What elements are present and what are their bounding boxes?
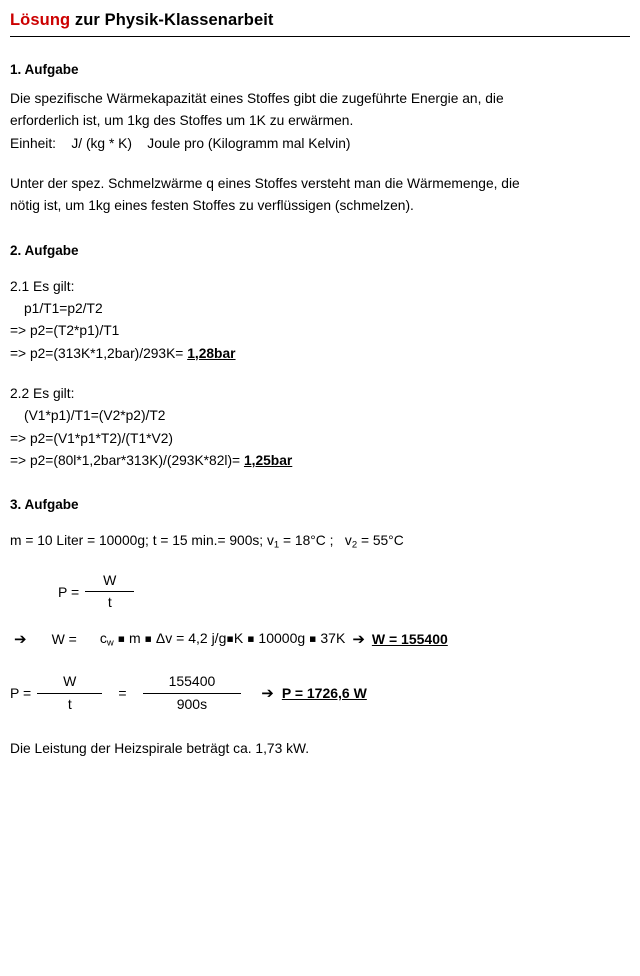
task1-unit-value: J/ (kg * K) <box>71 135 132 151</box>
arrow-right-icon-2: ➔ <box>352 629 365 648</box>
task2-1-line3 <box>10 343 630 365</box>
task2-2-result: 1,25bar <box>243 453 293 469</box>
task1-paragraph1-line2: erforderlich ist, um 1kg des Stoffes um 1K zu erwärmen. <box>10 113 354 129</box>
task3-final-equals: = <box>118 685 127 702</box>
task2-1-result: 1,28bar <box>187 345 236 361</box>
task3-given-mass: m = 10 Liter = 10000g; <box>10 533 149 549</box>
task3-final-den-1: t <box>67 695 72 712</box>
arrow-right-icon-3: ➔ <box>261 684 274 703</box>
task3-power-denominator: t <box>107 594 112 610</box>
task1-unit-label: Einheit: <box>10 135 57 151</box>
task3-power-formula-lhs: P = <box>58 583 80 600</box>
page-title-rest: zur Physik-Klassenarbeit <box>70 11 274 29</box>
multiply-dot-icon-3: ▪ <box>226 631 234 645</box>
task3-work-lhs: W = <box>51 630 77 647</box>
multiply-dot-icon-5: ▪ <box>309 631 317 645</box>
multiply-dot-icon-1: ▪ <box>117 631 126 645</box>
task3-final-num-1: W <box>37 673 102 694</box>
task3-power-fraction <box>85 572 134 612</box>
task2-1-intro: 2.1 Es gilt: <box>10 278 75 294</box>
task1-paragraph2-line1: Unter der spez. Schmelzwärme q eines Stoffes versteht man die Wärmemenge, die <box>10 176 520 192</box>
task3-power-formula <box>10 572 630 612</box>
task3-work-result: W = 155400 <box>371 630 448 647</box>
page-title <box>10 0 630 30</box>
task2-1-line3-prefix: => p2=(313K*1,2bar)/293K= <box>10 345 188 361</box>
task3-work-rhs: $c_w$ ▪ m ▪ Δv = 4,2 j/g▪K ▪ 10000g ▪ 37K <box>99 629 346 649</box>
task3-heading: 3. Aufgabe <box>10 497 79 513</box>
task1-paragraph2-line2: nötig ist, um 1kg eines festen Stoffes zu verflüssigen (schmelzen). <box>10 198 414 214</box>
task3-final-result: P = 1726,6 W <box>281 685 367 702</box>
task3-final-fraction-1 <box>37 673 102 713</box>
multiply-dot-icon-4: ▪ <box>247 631 255 645</box>
task1-paragraph1-line1: Die spezifische Wärmekapazität eines Stoffes gibt die zugeführte Energie an, die <box>10 91 504 106</box>
task3-work-line <box>10 630 630 649</box>
task3-final-den-2: 900s <box>176 695 208 712</box>
task2-1-line2: => p2=(T2*p1)/T1 <box>10 323 120 339</box>
multiply-dot-icon-2: ▪ <box>144 631 153 645</box>
task3-final-fraction-2 <box>143 673 242 713</box>
task1-heading: 1. Aufgabe <box>10 62 79 77</box>
page-title-accent: Lösung <box>10 11 71 29</box>
task3-power-numerator: W <box>85 572 134 593</box>
task3-final-num-2: 155400 <box>143 673 242 694</box>
task3-given-values <box>10 530 630 553</box>
task1-unit-row <box>10 133 630 155</box>
task3-final-calculation <box>10 673 630 713</box>
task2-1-line1: p1/T1=p2/T2 <box>24 301 103 317</box>
task3-given-temp2: $v_2 = 55^\circ C$ <box>344 533 404 552</box>
task3-given-time: t = 15 min.= 900s; <box>152 533 264 549</box>
task2-2-intro: 2.2 Es gilt: <box>10 386 75 402</box>
task3-conclusion: Die Leistung der Heizspirale beträgt ca. 1,73 kW. <box>10 741 310 757</box>
task2-2-line2: => p2=(V1*p1*T2)/(T1*V2) <box>10 430 173 446</box>
task2-heading: 2. Aufgabe <box>10 242 79 258</box>
arrow-right-icon: ➔ <box>14 629 27 648</box>
task3-final-lhs: P = <box>10 685 32 702</box>
task3-given-temp1: $v_1 = 18^\circ C$ ; <box>266 533 334 552</box>
task1-unit-words: Joule pro (Kilogramm mal Kelvin) <box>147 135 351 151</box>
task2-2-line1: (V1*p1)/T1=(V2*p2)/T2 <box>24 408 166 424</box>
task2-2-line3 <box>10 450 630 472</box>
task2-2-line3-prefix: => p2=(80l*1,2bar*313K)/(293K*82l)= <box>10 453 244 469</box>
